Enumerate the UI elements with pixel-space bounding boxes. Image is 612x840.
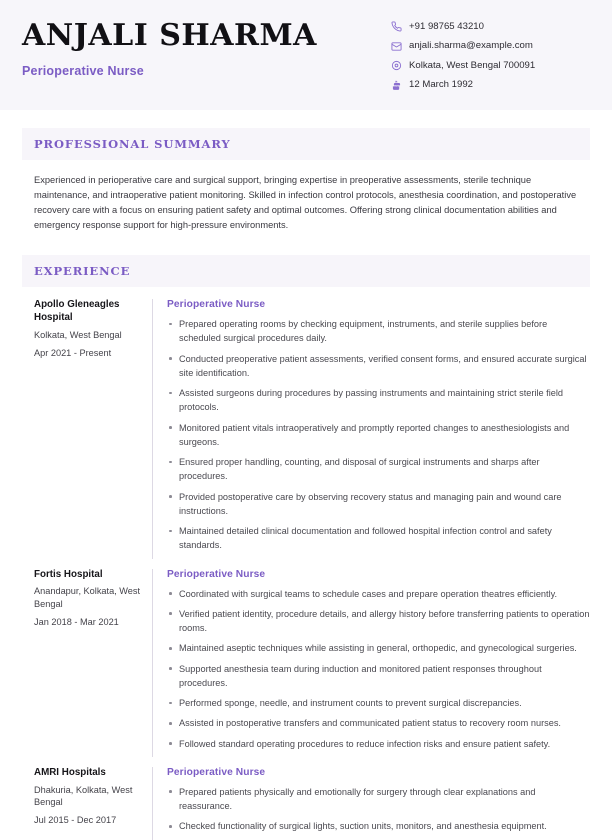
- list-item: Followed standard operating procedures to reduce infection risks and ensure patient safety.: [167, 737, 590, 751]
- contact-phone: [390, 21, 590, 32]
- phone-icon: [390, 21, 403, 32]
- contact-email: [390, 41, 590, 52]
- list-item: Coordinated with surgical teams to schedule cases and prepare operation theatres efficiently.: [167, 587, 590, 601]
- section-header-summary: [22, 128, 590, 160]
- experience-location: Dhakuria, Kolkata, West Bengal: [34, 784, 133, 807]
- list-item: Prepared operating rooms by checking equipment, instruments, and sterile supplies before scheduled surgical procedures daily.: [167, 317, 590, 346]
- contact-location-text: Kolkata, West Bengal 700091: [409, 59, 536, 71]
- experience-role: Perioperative Nurse: [167, 766, 266, 778]
- contact-location: [390, 60, 590, 71]
- section-header-experience: [22, 255, 590, 287]
- list-item: Checked functionality of surgical lights, suction units, monitors, and anesthesia equipment.: [167, 819, 590, 833]
- experience-meta: [34, 569, 152, 757]
- list-item: Performed sponge, needle, and instrument counts to prevent surgical discrepancies.: [167, 696, 590, 710]
- list-item: Verified patient identity, procedure details, and allergy history before transferring patients to operation rooms.: [167, 607, 590, 636]
- contact-email-text: anjali.sharma@example.com: [409, 40, 533, 52]
- section-title-summary: PROFESSIONAL SUMMARY: [34, 137, 231, 151]
- experience-bullet-list: [167, 587, 590, 751]
- list-item: Maintained aseptic techniques while assisting in general, orthopedic, and gynecological surgeries.: [167, 641, 590, 655]
- experience-company: Fortis Hospital: [34, 568, 103, 580]
- list-item: Conducted preoperative patient assessments, verified consent forms, and ensured accurate surgical site identification.: [167, 352, 590, 381]
- list-item: Ensured proper handling, counting, and disposal of surgical instruments and sharps after procedures.: [167, 455, 590, 484]
- experience-entry: [22, 757, 590, 840]
- experience-meta: [34, 299, 152, 559]
- experience-entry: [22, 289, 590, 559]
- experience-details: [152, 767, 590, 840]
- experience-company: AMRI Hospitals: [34, 766, 106, 778]
- contact-list: [390, 18, 590, 99]
- experience-dates: Jul 2015 - Dec 2017: [34, 814, 117, 825]
- experience-company: Apollo Gleneagles Hospital: [34, 299, 120, 323]
- envelope-icon: [390, 41, 403, 52]
- summary-paragraph: Experienced in perioperative care and surgical support, bringing expertise in preoperative assessments, sterile technique maintenance, and intraoperative patient monitoring. Skilled in infection control protocols, anesthesia coordination, and postoperative recovery care with a focus on ensuring patient safety and optimal outcomes. Offering strong clinical documentation abilities and emergency response support for high-pressure environments.: [34, 175, 577, 231]
- list-item: Prepared patients physically and emotionally for surgery through clear explanations and reassurance.: [167, 785, 590, 814]
- header-job-title: Perioperative Nurse: [22, 63, 144, 78]
- resume-body: [0, 128, 612, 840]
- birthday-cake-icon: [390, 80, 403, 91]
- experience-entry: [22, 559, 590, 757]
- experience-location: Kolkata, West Bengal: [34, 329, 122, 340]
- contact-phone-text: +91 98765 43210: [409, 20, 484, 32]
- experience-role: Perioperative Nurse: [167, 568, 266, 580]
- experience-details: [152, 299, 590, 559]
- location-pin-icon: [390, 60, 403, 71]
- page-title: ANJALI SHARMA: [22, 18, 317, 53]
- list-item: Monitored patient vitals intraoperatively and promptly reported changes to anesthesiologists and surgeons.: [167, 421, 590, 450]
- experience-dates: Jan 2018 - Mar 2021: [34, 616, 119, 627]
- experience-role: Perioperative Nurse: [167, 299, 266, 311]
- header-identity: [22, 18, 317, 78]
- list-item: Provided postoperative care by observing recovery status and managing pain and wound care instructions.: [167, 490, 590, 519]
- experience-location: Anandapur, Kolkata, West Bengal: [34, 586, 141, 609]
- section-title-experience: EXPERIENCE: [34, 264, 131, 279]
- experience-meta: [34, 767, 152, 840]
- experience-details: [152, 569, 590, 757]
- experience-bullet-list: [167, 317, 590, 553]
- resume-header: [0, 0, 612, 110]
- experience-dates: Apr 2021 - Present: [34, 347, 112, 358]
- contact-birthdate-text: 12 March 1992: [409, 79, 473, 91]
- list-item: Assisted in postoperative transfers and communicated patient status to recovery room nurses.: [167, 716, 590, 730]
- list-item: Assisted surgeons during procedures by passing instruments and maintaining strict sterile field protocols.: [167, 386, 590, 415]
- experience-bullet-list: [167, 785, 590, 834]
- contact-birthdate: [390, 80, 590, 91]
- list-item: Maintained detailed clinical documentation and followed hospital infection control and safety standards.: [167, 524, 590, 553]
- list-item: Supported anesthesia team during induction and monitored patient responses throughout procedures.: [167, 662, 590, 691]
